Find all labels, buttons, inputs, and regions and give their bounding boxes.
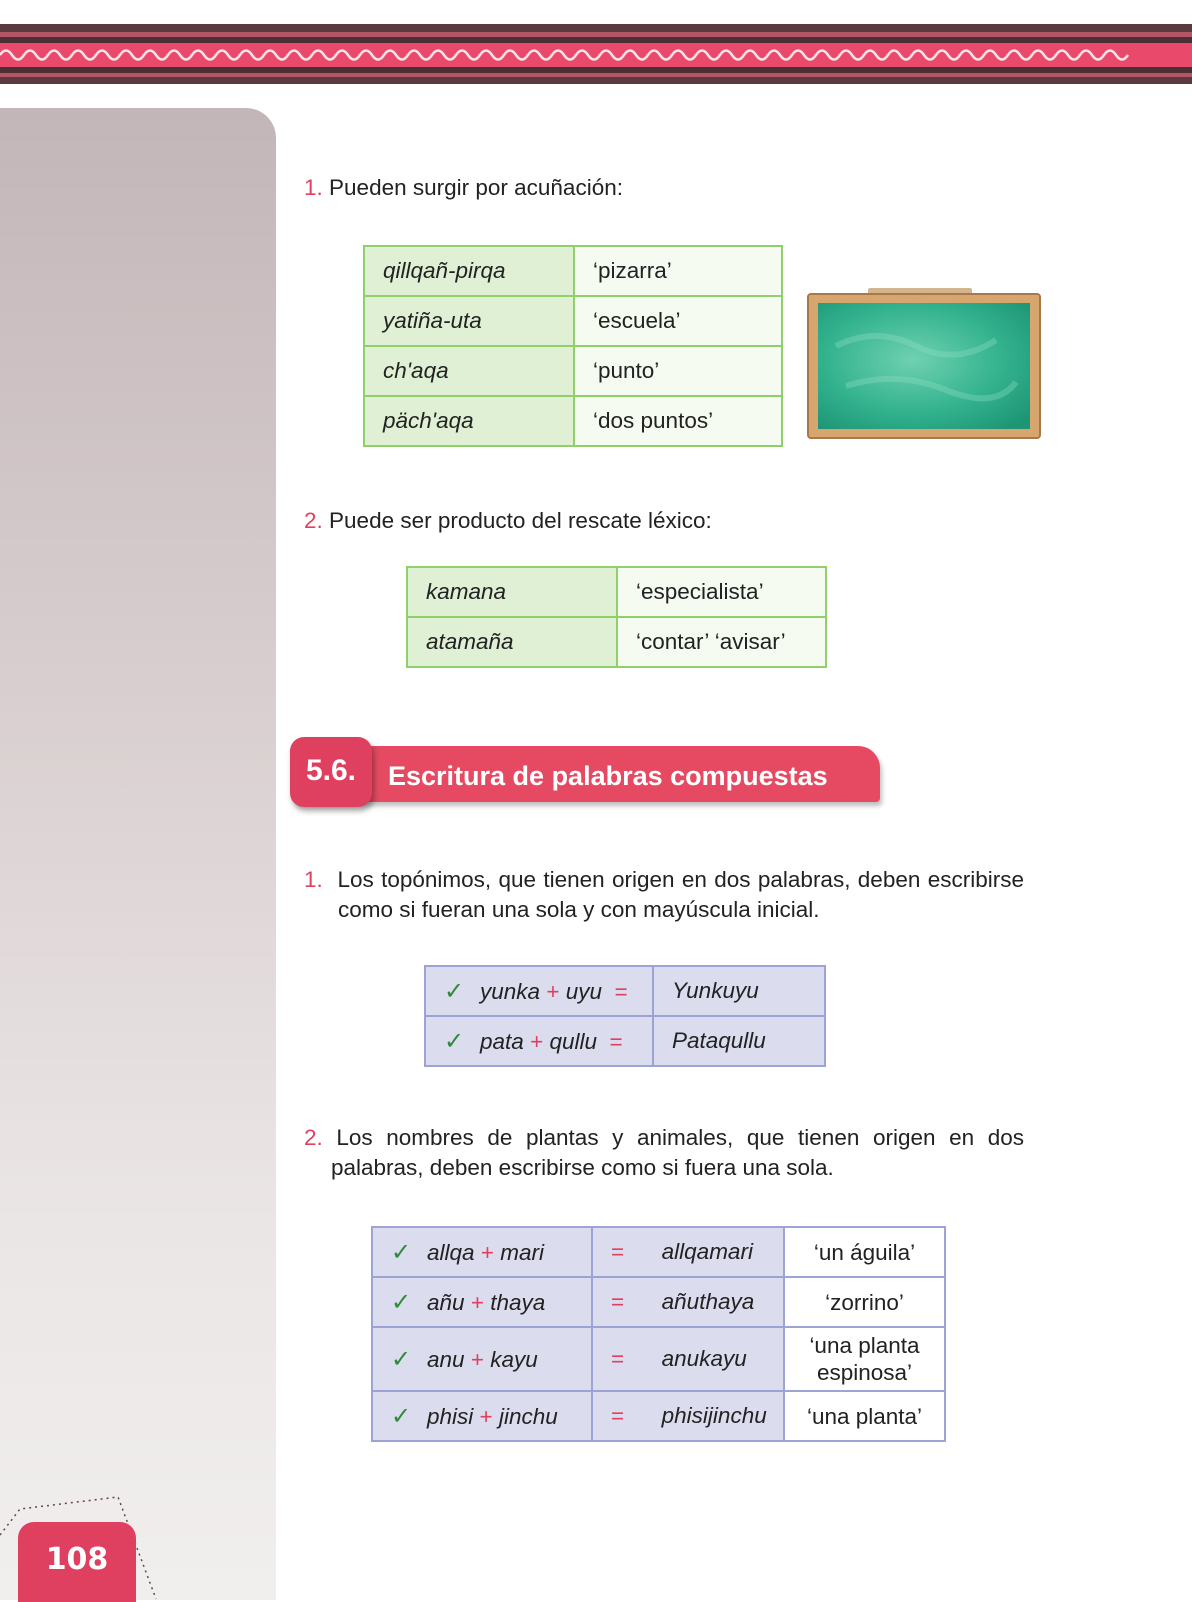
list-number: 1. xyxy=(304,175,323,200)
word-part: mari xyxy=(500,1239,544,1265)
section-number: 5.6. xyxy=(290,737,372,807)
page-number: 108 xyxy=(18,1522,136,1602)
checkmark-icon: ✓ xyxy=(391,1402,412,1430)
list-number: 2. xyxy=(304,1125,323,1150)
word-cell: atamaña xyxy=(407,617,617,667)
result-cell xyxy=(592,1391,784,1441)
meaning-line: espinosa’ xyxy=(816,1360,913,1385)
list-text: Puede ser producto del rescate léxico: xyxy=(329,508,712,533)
equals-sign: = xyxy=(614,978,628,1004)
word-part: kayu xyxy=(490,1346,538,1372)
word-cell: qillqañ-pirqa xyxy=(364,246,574,296)
checkmark-icon: ✓ xyxy=(444,1027,465,1055)
word-cell: yatiña-uta xyxy=(364,296,574,346)
table-row xyxy=(364,346,782,396)
table-rescate xyxy=(406,566,827,668)
word-part: allqa xyxy=(427,1239,475,1265)
result-cell xyxy=(592,1327,784,1391)
result-word: allqamari xyxy=(661,1239,753,1264)
decorative-border-band xyxy=(0,24,1192,84)
meaning-cell: ‘dos puntos’ xyxy=(574,396,782,446)
list-number: 1. xyxy=(304,867,323,892)
word-part: añu xyxy=(427,1289,465,1315)
table-row xyxy=(425,966,825,1016)
checkmark-icon: ✓ xyxy=(391,1345,412,1373)
equals-sign: = xyxy=(611,1346,625,1371)
word-part: qullu xyxy=(549,1028,598,1054)
equals-sign: = xyxy=(609,1028,623,1054)
meaning-cell xyxy=(784,1327,945,1391)
table-row xyxy=(407,567,826,617)
list-text: Pueden surgir por acuñación: xyxy=(329,175,623,200)
table-row xyxy=(372,1327,945,1391)
table-toponimos xyxy=(424,965,826,1067)
result-cell xyxy=(592,1277,784,1327)
word-part: anu xyxy=(427,1346,465,1372)
table-acunacion xyxy=(363,245,783,447)
blackboard-illustration xyxy=(806,286,1042,440)
word-cell: ch'aqa xyxy=(364,346,574,396)
plus-sign: + xyxy=(530,1028,544,1054)
result-cell: Yunkuyu xyxy=(653,966,825,1016)
word-part: thaya xyxy=(490,1289,546,1315)
table-row xyxy=(372,1227,945,1277)
word-cell: kamana xyxy=(407,567,617,617)
table-plantas xyxy=(371,1226,946,1442)
table-row xyxy=(364,246,782,296)
rule-plantas xyxy=(304,1123,1024,1183)
plus-sign: + xyxy=(479,1403,493,1429)
meaning-cell: ‘contar’ ‘avisar’ xyxy=(617,617,826,667)
table-row xyxy=(372,1277,945,1327)
composition-cell xyxy=(425,1016,653,1066)
word-part: pata xyxy=(480,1028,524,1054)
result-word: phisijinchu xyxy=(661,1403,767,1428)
table-row xyxy=(364,296,782,346)
meaning-cell: ‘un águila’ xyxy=(784,1227,945,1277)
rule-text: Los topónimos, que tienen origen en dos palabras, deben escribirse como si fueran una sola y con mayúscula inicial. xyxy=(337,867,1024,922)
table-row xyxy=(372,1391,945,1441)
composition-cell xyxy=(372,1327,592,1391)
word-part: uyu xyxy=(565,978,602,1004)
table-row xyxy=(407,617,826,667)
checkmark-icon: ✓ xyxy=(391,1288,412,1316)
plus-sign: + xyxy=(470,1346,484,1372)
result-word: anukayu xyxy=(661,1346,747,1371)
list-item-rescate xyxy=(304,506,712,536)
checkmark-icon: ✓ xyxy=(444,977,465,1005)
composition-cell xyxy=(372,1227,592,1277)
rule-text: Los nombres de plantas y animales, que tienen origen en dos palabras, deben escribirse como si fuera una sola. xyxy=(331,1125,1024,1180)
result-cell: Pataqullu xyxy=(653,1016,825,1066)
composition-cell xyxy=(425,966,653,1016)
meaning-cell: ‘especialista’ xyxy=(617,567,826,617)
meaning-cell: ‘escuela’ xyxy=(574,296,782,346)
section-title: Escritura de palabras compuestas xyxy=(388,761,828,791)
word-part: yunka xyxy=(480,978,541,1004)
result-cell xyxy=(592,1227,784,1277)
result-word: añuthaya xyxy=(661,1289,755,1314)
checkmark-icon: ✓ xyxy=(391,1238,412,1266)
plus-sign: + xyxy=(546,978,560,1004)
meaning-cell: ‘pizarra’ xyxy=(574,246,782,296)
page-sidebar xyxy=(0,108,276,1600)
meaning-cell: ‘zorrino’ xyxy=(784,1277,945,1327)
list-number: 2. xyxy=(304,508,323,533)
word-part: jinchu xyxy=(498,1403,558,1429)
table-row xyxy=(425,1016,825,1066)
rule-toponimos xyxy=(304,865,1024,925)
equals-sign: = xyxy=(611,1239,625,1264)
meaning-cell: ‘una planta’ xyxy=(784,1391,945,1441)
composition-cell xyxy=(372,1277,592,1327)
table-row xyxy=(364,396,782,446)
meaning-cell: ‘punto’ xyxy=(574,346,782,396)
word-cell: päch'aqa xyxy=(364,396,574,446)
equals-sign: = xyxy=(611,1289,625,1314)
composition-cell xyxy=(372,1391,592,1441)
plus-sign: + xyxy=(480,1239,494,1265)
meaning-line: ‘una planta xyxy=(809,1333,920,1358)
word-part: phisi xyxy=(427,1403,474,1429)
equals-sign: = xyxy=(611,1403,625,1428)
plus-sign: + xyxy=(470,1289,484,1315)
list-item-acunacion xyxy=(304,173,623,203)
